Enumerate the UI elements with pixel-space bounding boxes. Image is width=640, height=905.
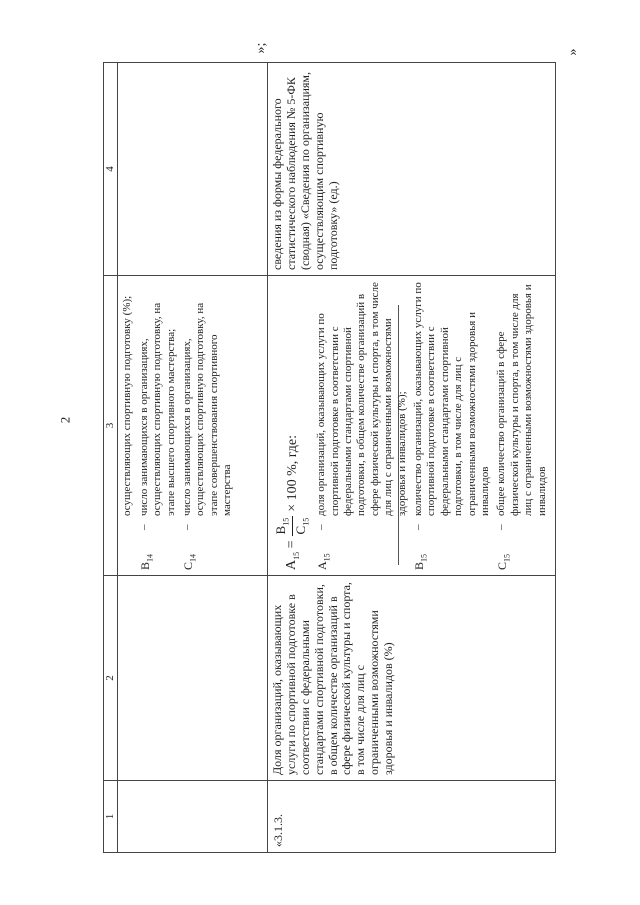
header-col-4: 4 — [104, 63, 118, 276]
symbol-b15: $B_{15}$ — [411, 553, 429, 570]
cell-code-empty — [118, 781, 268, 853]
table-row-continuation — [118, 63, 268, 853]
cell-source-empty — [118, 63, 268, 276]
header-col-1: 1 — [104, 781, 118, 853]
definition-b15-text: количество организаций, оказывающих услуги по спортивной подготовке в соответствии с федеральными стандартами спортивной подготовки, в том числе для лиц с ограниченными возможностями здоровья и инвалидов — [411, 282, 491, 516]
table-end-marker: » — [565, 48, 581, 56]
symbol-c14: $C_{14}$ — [181, 553, 198, 570]
indicator-code: «3.1.3. — [268, 781, 556, 853]
definition-a15-text: доля организаций, оказывающих услуги по спортивной подготовке в соответствии с федеральными стандартами спортивной подготовки, в общем количестве организаций в сфере физической культуры и спорта, в том числе для лиц с ограниченными возможностями здоровья и инвалидов (%); — [315, 282, 408, 516]
definition-c15: $C_{15}$ – общее количество организаций в сфере физической культуры и спорта, в том числе для лиц с ограниченными возможностями здоровья и инвалидов — [495, 281, 549, 570]
table-row-3-1-3 — [268, 63, 556, 853]
definition-b14-text: число занимающихся в организациях, осуществляющих спортивную подготовку, на этапе высшего спортивного мастерства; — [137, 302, 177, 516]
indicator-table — [103, 62, 556, 853]
definition-b14: $B_{14}$ – число занимающихся в организациях, осуществляющих спортивную подготовку, на этапе высшего спортивного мастерства; — [138, 281, 178, 570]
formula-a15: $A_{15}$ = $B_{15}$ $C_{15}$ × 100 %, где: — [273, 434, 311, 570]
table-header-row — [104, 63, 118, 853]
row-end-marker: »; — [253, 42, 269, 54]
cell-formula-continuation — [118, 276, 268, 576]
definition-c14: $C_{14}$ – число занимающихся в организациях, осуществляющих спортивную подготовку, на этапе совершенствования спортивного мастерства — [181, 281, 235, 570]
definition-a15: $A_{15}$ – доля организаций, оказывающих услуги по спортивной подготовке в соответствии с федеральными стандартами спортивной подготовки, в общем количестве организаций в сфере физической культуры и спорта, в том числе для лиц с ограниченными возможностями здоровья и инвалидов (%); — [315, 282, 408, 570]
symbol-b14: $B_{14}$ — [137, 553, 155, 570]
indicator-source: сведения из формы федерального статистического наблюдения № 5-ФК (сводная) «Сведения по организациям, осуществляющим спортивную подготовку» (ед.) — [268, 63, 556, 276]
rotated-table-sheet — [103, 63, 547, 853]
definition-b15: $B_{15}$ – количество организаций, оказывающих услуги по спортивной подготовке в соответствии с федеральными стандартами спортивной подготовки, в том числе для лиц с ограниченными возможностями здоровья и инвалидов — [411, 282, 491, 570]
header-col-2: 2 — [104, 576, 118, 781]
indicator-name: Доля организаций, оказывающих услуги по спортивной подготовке в соответствии с федеральными стандартами спортивной подготовки, в общем количестве организаций в сфере физической культуры и спорта, в том числе для лиц с ограниченными возможностями здоровья и инвалидов (%) — [268, 576, 556, 781]
symbol-a15: $A_{15}$ — [315, 553, 332, 570]
formula-fraction: $B_{15}$ $C_{15}$ — [273, 517, 311, 535]
page-number: 2 — [57, 416, 73, 424]
continuation-text: осуществляющих спортивную подготовку (%); — [121, 295, 134, 516]
definition-c15-text: общее количество организаций в сфере физической культуры и спорта, в том числе для лиц с ограниченными возможностями здоровья и инвалидов — [495, 284, 548, 516]
header-col-3: 3 — [104, 276, 118, 576]
symbol-c15: $C_{15}$ — [495, 553, 512, 570]
definition-c14-text: число занимающихся в организациях, осуществляющих спортивную подготовку, на этапе совершенствования спортивного мастерства — [181, 302, 234, 516]
indicator-formula-cell — [268, 276, 556, 576]
cell-name-empty — [118, 576, 268, 781]
